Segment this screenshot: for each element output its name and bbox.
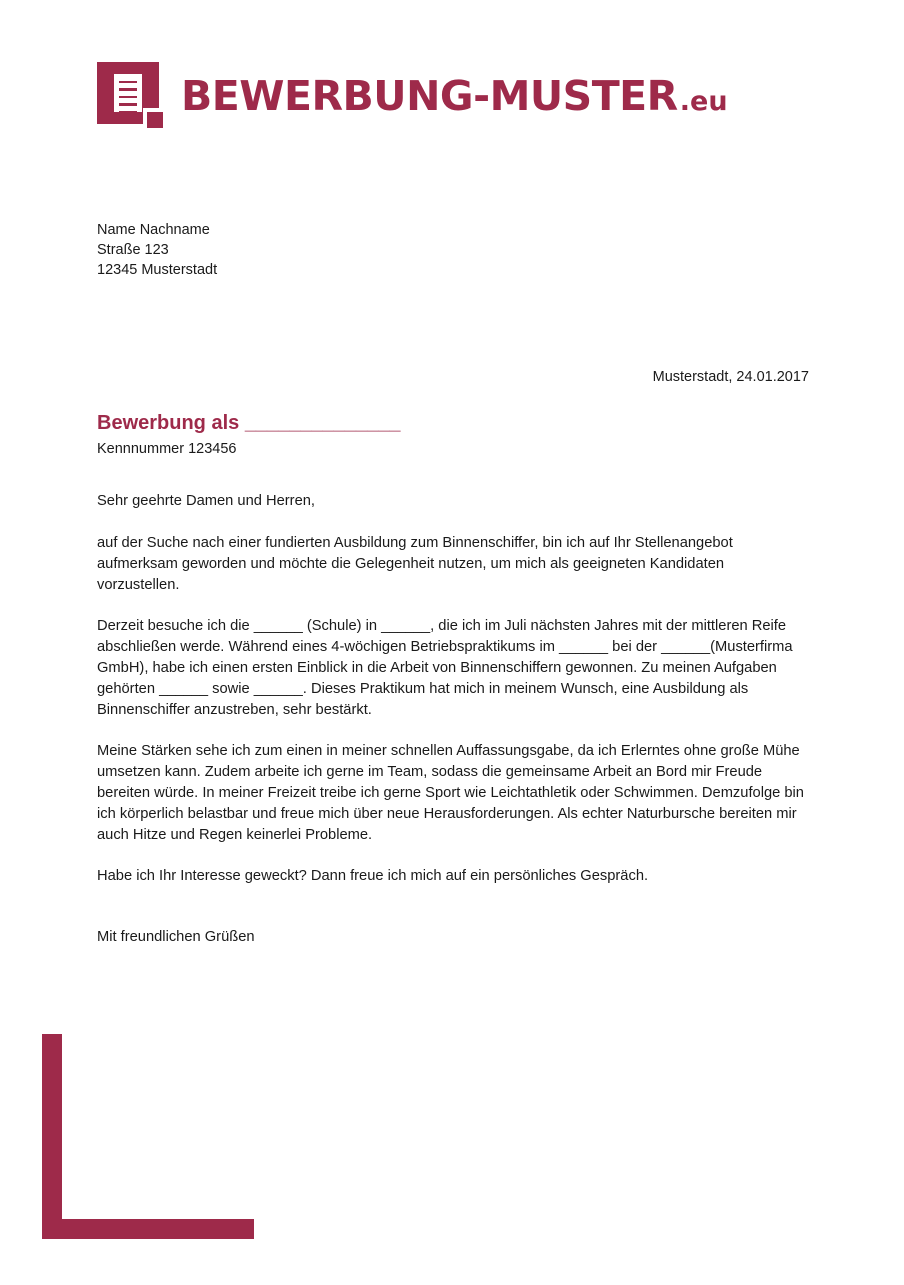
- sender-address: [97, 220, 217, 280]
- body-paragraph: Derzeit besuche ich die ______ (Schule) in ______, die ich im Juli nächsten Jahres mit der mittleren Reife abschließen werde. Während eines 4-wöchigen Betriebspraktikums im ______ bei der ______(Musterfirma GmbH), habe ich einen ersten Einblick in die Arbeit von Binnenschiffern gewonnen. Zu meinen Aufgaben gehörten ______ sowie ______. Dieses Praktikum hat mich in meinem Wunsch, eine Ausbildung als Binnenschiffer anzustreben, sehr bestärkt.: [97, 618, 793, 718]
- brand-tld: .eu: [679, 86, 728, 117]
- sender-street: Straße 123: [97, 242, 169, 258]
- body-paragraph: auf der Suche nach einer fundierten Ausbildung zum Binnenschiffer, bin ich auf Ihr Stellenangebot aufmerksam geworden und möchte die Gelegenheit nutzen, um mich als geeigneten Kandidaten vorzustellen.: [97, 535, 733, 593]
- body-paragraph: Habe ich Ihr Interesse geweckt? Dann freue ich mich auf ein persönliches Gespräch.: [97, 868, 649, 884]
- salutation: Sehr geehrte Damen und Herren,: [97, 493, 315, 509]
- brand-header: [97, 62, 728, 130]
- body-paragraph: Meine Stärken sehe ich zum einen in meiner schnellen Auffassungsgabe, da ich Erlerntes ohne große Mühe umsetzen kann. Zudem arbeite ich gerne im Team, sodass die gemeinsame Arbeit an Bord mir Freude bereiten würde. In meiner Freizeit treibe ich gerne Sport wie Leichtathletik oder Schwimmen. Demzufolge bin ich körperlich belastbar und freue mich über neue Herausforderungen. Als echter Naturbursche bereiten mir auch Hitze und Regen keinerlei Probleme.: [97, 743, 804, 843]
- letter-body: [97, 491, 809, 948]
- brand-name: BEWERBUNG-MUSTER: [181, 72, 678, 120]
- bracket-vertical: [42, 1034, 62, 1239]
- sender-name: Name Nachname: [97, 222, 210, 238]
- document-icon: [97, 62, 165, 130]
- bracket-horizontal: [42, 1219, 254, 1239]
- reference-number: Kennnummer 123456: [97, 441, 237, 457]
- footer-bracket-decoration: [42, 1034, 254, 1239]
- logo-sheet: [114, 74, 142, 112]
- brand-wordmark: [181, 72, 728, 120]
- closing-line: Mit freundlichen Grüßen: [97, 929, 255, 945]
- subject-line: Bewerbung als ______________: [97, 412, 401, 434]
- sender-city: 12345 Musterstadt: [97, 262, 218, 278]
- logo-corner: [147, 112, 163, 128]
- date-line: Musterstadt, 24.01.2017: [652, 369, 809, 385]
